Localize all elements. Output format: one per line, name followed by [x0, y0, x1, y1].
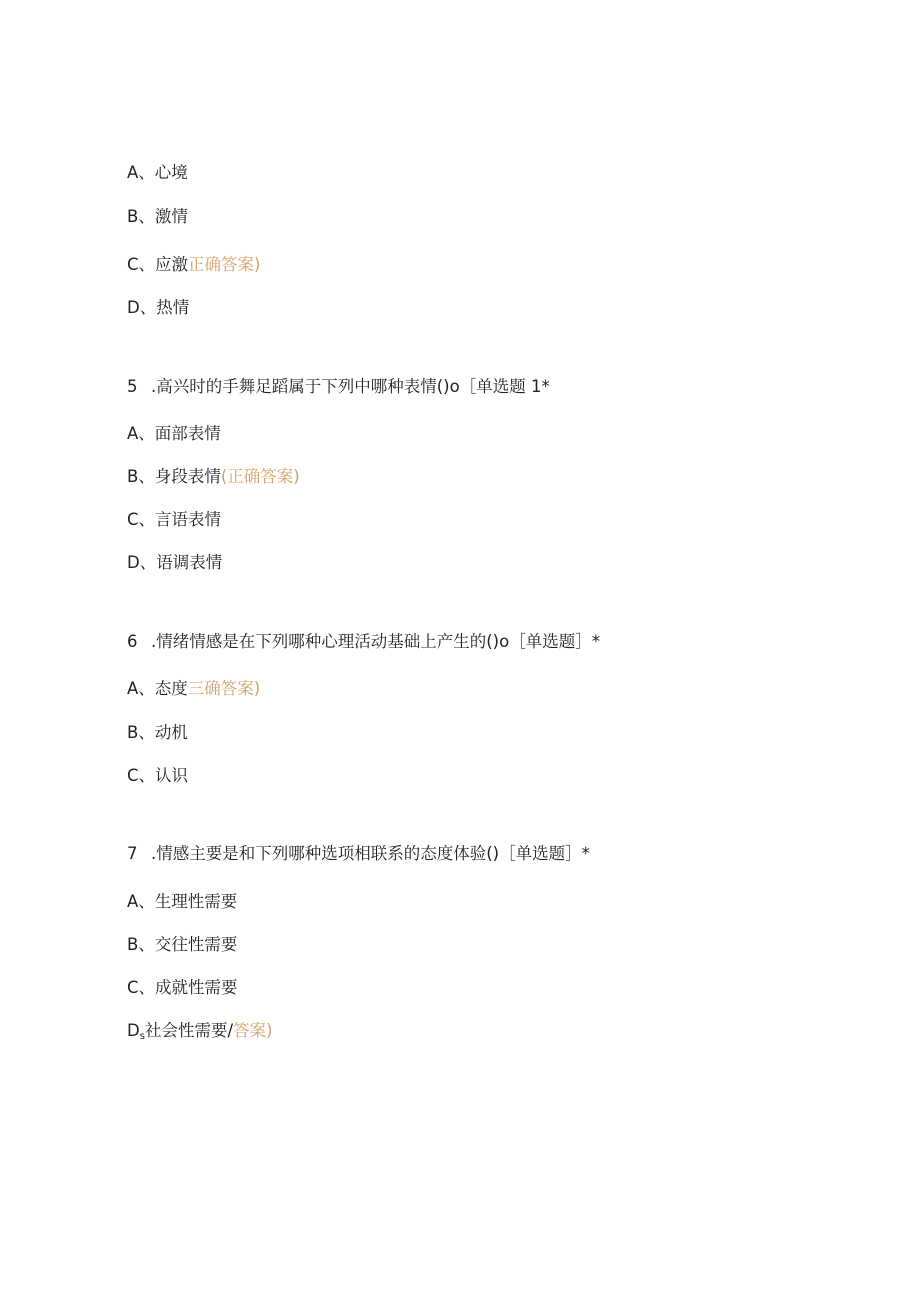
option-q4-a — [127, 162, 188, 184]
option-q5-a — [127, 423, 221, 445]
option-text: C、认识 — [127, 766, 189, 785]
option-text: B、激情 — [127, 207, 188, 226]
option-q4-b — [127, 206, 188, 228]
option-text: B、身段表情 — [127, 467, 221, 486]
option-q7-c — [127, 977, 238, 999]
option-text: B、交往性需要 — [127, 935, 238, 954]
option-text: D、语调表情 — [127, 553, 223, 572]
option-q4-c — [127, 254, 260, 276]
option-text: C、言语表情 — [127, 510, 222, 529]
option-q5-d — [127, 552, 222, 574]
option-q6-a — [127, 678, 260, 700]
option-text: A、面部表情 — [127, 424, 221, 443]
option-q5-c — [127, 509, 221, 531]
question-text: .高兴时的手舞足蹈属于下列中哪种表情()o［单选题 1* — [151, 377, 550, 396]
option-q6-c — [127, 765, 188, 787]
question-5-stem — [127, 376, 550, 398]
option-letter-subscript: s — [139, 1031, 145, 1042]
option-text: 社会性需要/ — [144, 1021, 233, 1040]
question-6-stem — [127, 631, 600, 653]
option-q6-b — [127, 722, 188, 744]
question-number: 6 — [127, 632, 138, 651]
option-text: A、心境 — [127, 163, 188, 182]
option-text: D、热情 — [127, 298, 190, 317]
option-text: C、应激 — [127, 255, 189, 274]
option-text: C、成就性需要 — [127, 978, 238, 997]
option-letter: D — [127, 1021, 140, 1040]
option-q7-b — [127, 934, 237, 956]
correct-answer-mark: 三确答案) — [187, 679, 261, 698]
option-text: B、动机 — [127, 723, 188, 742]
option-q4-d — [127, 297, 189, 319]
question-text: .情感主要是和下列哪种选项相联系的态度体验()［单选题］* — [151, 844, 590, 863]
question-text: .情绪情感是在下列哪种心理活动基础上产生的()o［单选题］* — [151, 632, 600, 651]
option-q5-b — [127, 466, 300, 488]
correct-answer-mark: 正确答案) — [188, 255, 261, 274]
correct-answer-mark: (正确答案) — [220, 467, 300, 486]
option-text: A、态度 — [127, 679, 188, 698]
question-number: 7 — [127, 844, 138, 863]
question-number: 5 — [127, 377, 138, 396]
option-q7-d — [127, 1020, 272, 1048]
correct-answer-mark: 答案) — [233, 1021, 273, 1040]
option-text: A、生理性需要 — [127, 892, 238, 911]
question-7-stem — [127, 843, 590, 865]
option-q7-a — [127, 891, 237, 913]
